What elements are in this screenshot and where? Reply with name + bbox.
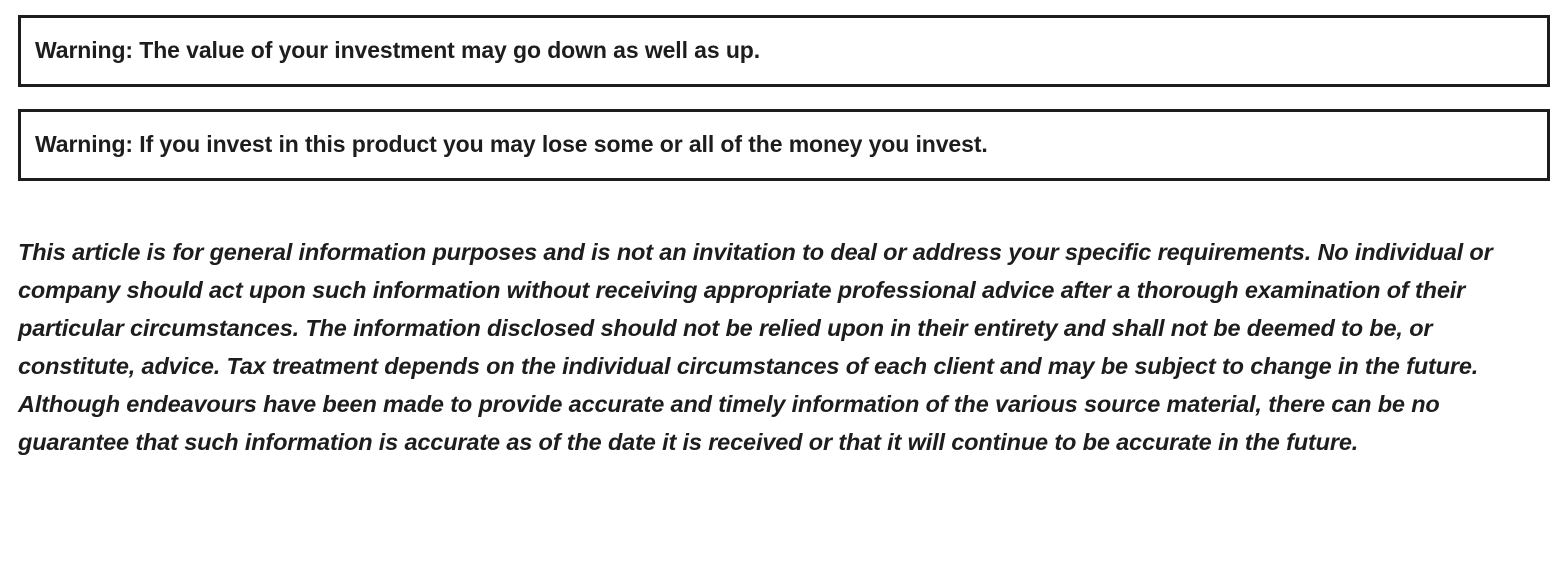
risk-warning-box-2 (18, 109, 1550, 181)
risk-warning-text-2: Warning: If you invest in this product you may lose some or all of the money you invest. (35, 131, 988, 158)
risk-warning-text-1: Warning: The value of your investment may go down as well as up. (35, 37, 761, 64)
risk-warning-box-1 (18, 15, 1550, 87)
document-page (0, 15, 1568, 575)
disclaimer-paragraph: This article is for general information purposes and is not an invitation to deal or address your specific requirements. No individual or company should act upon such information without receiving appropriate professional advice after a thorough examination of their particular circumstances. The information disclosed should not be relied upon in their entirety and shall not be deemed to be, or constitute, advice. Tax treatment depends on the individual circumstances of each client and may be subject to change in the future. Although endeavours have been made to provide accurate and timely information of the various source material, there can be no guarantee that such information is accurate as of the date it is received or that it will continue to be accurate in the future. (18, 239, 1493, 456)
